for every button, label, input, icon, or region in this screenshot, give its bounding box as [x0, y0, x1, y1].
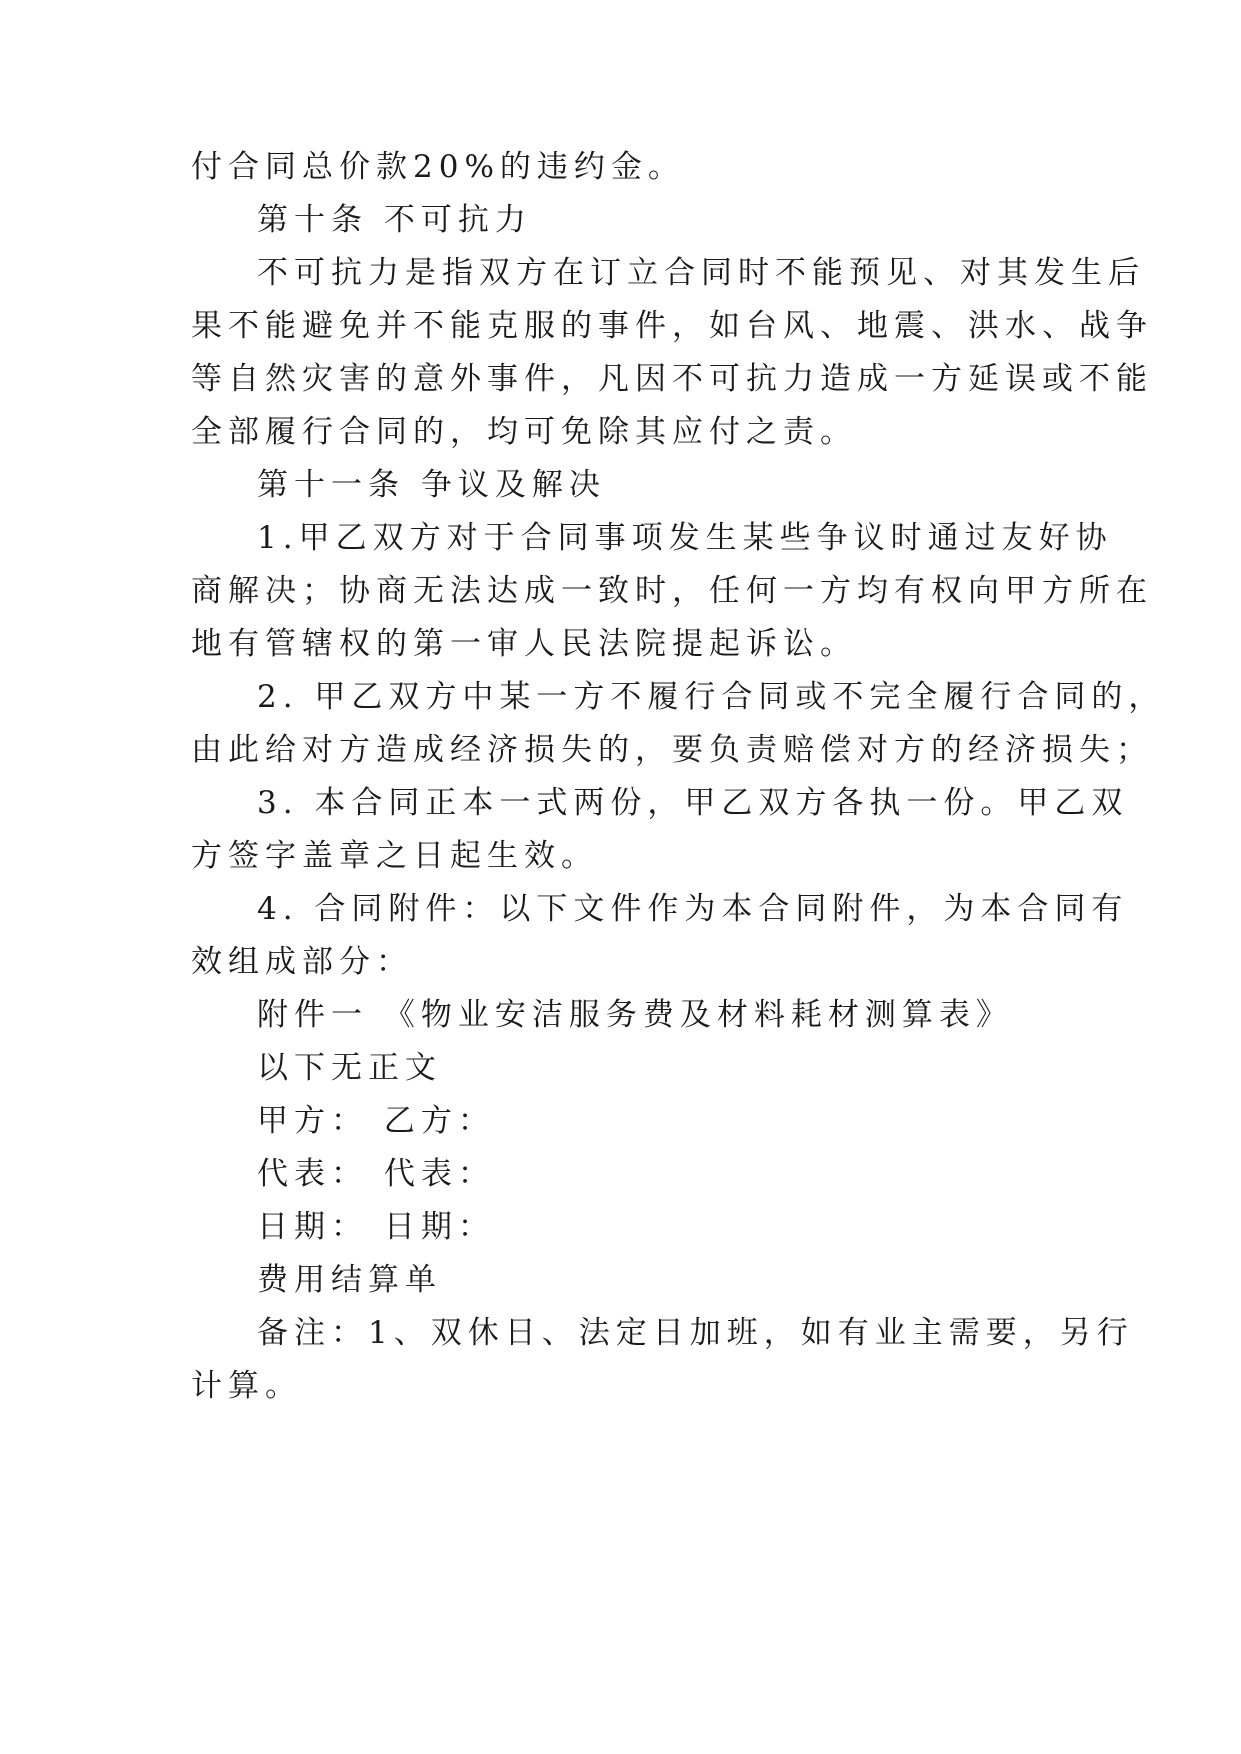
paragraph-line: 等自然灾害的意外事件，凡因不可抗力造成一方延误或不能 [191, 361, 1153, 397]
paragraph-line: 果不能避免并不能克服的事件，如台风、地震、洪水、战争 [191, 308, 1153, 344]
paragraph-line: 全部履行合同的，均可免除其应付之责。 [191, 414, 857, 450]
paragraph-line: 地有管辖权的第一审人民法院提起诉讼。 [191, 626, 857, 662]
paragraph-line: 由此给对方造成经济损失的，要负责赔偿对方的经济损失； [191, 732, 1153, 768]
paragraph-line: 4. 合同附件：以下文件作为本合同附件，为本合同有 [257, 891, 1129, 927]
paragraph-line: 商解决；协商无法达成一致时，任何一方均有权向甲方所在 [191, 573, 1153, 609]
attachment-line: 附件一 《物业安洁服务费及材料耗材测算表》 [257, 997, 1013, 1033]
paragraph-line: 1.甲乙双方对于合同事项发生某些争议时通过友好协 [257, 520, 1113, 556]
paragraph-line: 方签字盖章之日起生效。 [191, 838, 598, 874]
end-of-text-note: 以下无正文 [257, 1050, 442, 1086]
section-heading: 第十一条 争议及解决 [257, 467, 606, 503]
remark-line: 备注：1、双休日、法定日加班，如有业主需要，另行 [257, 1315, 1134, 1351]
paragraph-line: 不可抗力是指双方在订立合同时不能预见、对其发生后 [257, 255, 1145, 291]
party-signature-line: 甲方： 乙方： [257, 1103, 495, 1139]
remark-line: 计算。 [191, 1368, 302, 1404]
paragraph-line: 付合同总价款20%的违约金。 [191, 149, 685, 185]
date-signature-line: 日期： 日期： [257, 1209, 495, 1245]
representative-signature-line: 代表： 代表： [257, 1156, 495, 1192]
section-heading: 第十条 不可抗力 [257, 202, 532, 238]
paragraph-line: 3. 本合同正本一式两份，甲乙双方各执一份。甲乙双 [257, 785, 1129, 821]
paragraph-line: 效组成部分： [191, 944, 413, 980]
settlement-title: 费用结算单 [257, 1262, 442, 1298]
paragraph-line: 2. 甲乙双方中某一方不履行合同或不完全履行合同的， [257, 679, 1166, 715]
